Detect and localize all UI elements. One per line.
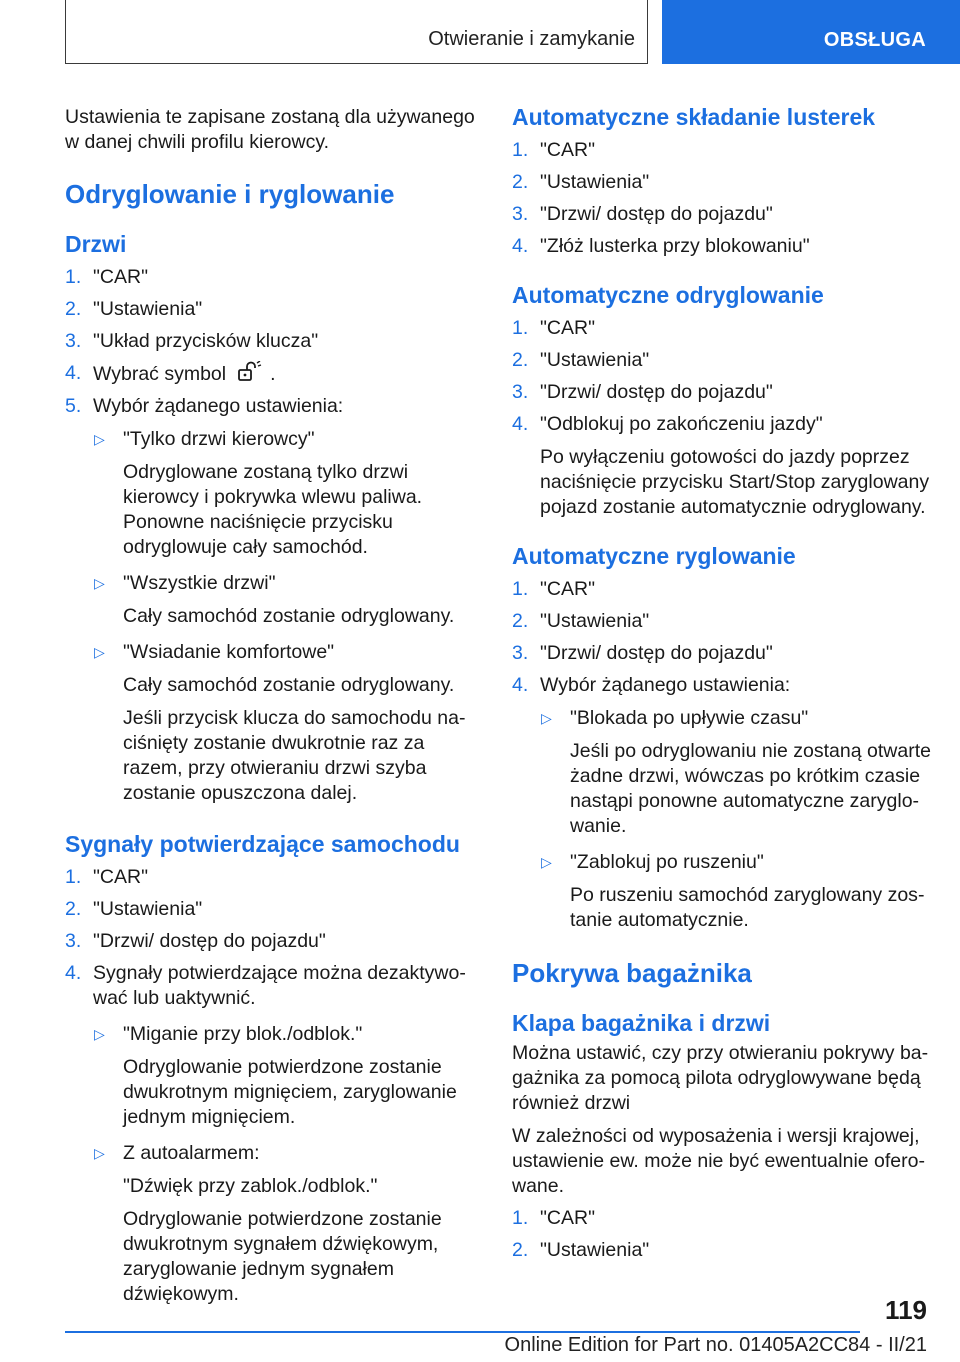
option-item: ▷ "Wszystkie drzwi" Cały samochód zostanie odryglowany. [94,572,455,627]
doors-options [93,427,485,806]
heading-doors: Drzwi [65,231,127,257]
list-item: 4. Wybrać symbol . [65,362,276,385]
mirrors-steps [512,138,932,259]
option-item: ▷ Z autoalarmem: "Dźwięk przy zablok./odblok." Odryglowanie potwierdzone zostanie dwukrotnym sygnałem dźwiękowym, zaryglowanie jednym sygnałem dźwiękowym. [94,1142,442,1305]
heading-auto-lock: Automatyczne ryglowanie [512,543,796,569]
list-item: 2. "Ustawienia" [512,171,650,193]
trunk-paragraph-2: W zależności od wyposażenia i wersji krajowej, ustawienie ew. może nie być ewentualnie oferowane. [512,1125,925,1197]
list-item: 5. Wybór żądanego ustawienia: ▷ "Tylko drzwi kierowcy" Odryglowane zostaną tylko drzwi kierowcy i pokrywka wlewu paliwa. Ponowne naciśnięcie przycisku odryglowuje cały samochód. ▷ "Wszystkie drzwi" Cały samochód zostanie odryglowany. ▷ "Wsiadanie komfortowe" Cały samochód zostanie odryglowany. Jeśli przycisk klucza do samochodu naciśnięty zostanie dwukrotnie raz za razem, przy otwieraniu drzwi szyba zostanie opuszczona dalej. [65,394,485,806]
list-item: 3. "Drzwi/ dostęp do pojazdu" [512,203,773,225]
list-item: 1. "CAR" [512,139,596,161]
triangle-bullet-icon: ▷ [94,575,105,591]
doors-steps [65,265,485,806]
header-section-title: Otwieranie i zamykanie [428,28,635,50]
autounlock-steps [512,316,932,520]
option-item: ▷ "Tylko drzwi kierowcy" Odryglowane zostaną tylko drzwi kierowcy i pokrywka wlewu paliwa. Ponowne naciśnięcie przycisku odryglowuje cały samochód. [94,428,423,558]
signals-options [93,1022,485,1307]
unlock-key-icon [236,361,262,383]
option-item: ▷ "Blokada po upływie czasu" Jeśli po odryglowaniu nie zostaną otwarte żadne drzwi, wówczas po krótkim czasie nastąpi ponowne automatyczne zaryglowanie. [541,707,931,837]
list-item: 2. "Ustawienia" [512,610,650,632]
option-item: ▷ "Zablokuj po ruszeniu" Po ruszeniu samochód zaryglowany zostanie automatycznie. [541,851,925,931]
triangle-bullet-icon: ▷ [94,1145,105,1161]
autolock-steps [512,577,932,933]
list-item: 1. "CAR" [65,266,149,288]
trunk-paragraph-1: Można ustawić, czy przy otwieraniu pokrywy bagażnika za pomocą pilota odryglowywane będą również drzwi [512,1042,929,1114]
triangle-bullet-icon: ▷ [541,854,552,870]
list-item: 3. "Drzwi/ dostęp do pojazdu" [65,930,326,952]
option-item: ▷ "Miganie przy blok./odblok." Odryglowanie potwierdzone zostanie dwukrotnym mignięciem, zaryglowanie jednym mignięciem. [94,1023,457,1128]
footer-edition: Online Edition for Part no. 01405A2CC84 - II/21 [504,1334,927,1356]
signals-steps [65,865,485,1307]
list-item: 3. "Układ przycisków klucza" [65,330,319,352]
triangle-bullet-icon: ▷ [94,1026,105,1042]
list-item: 2. "Ustawienia" [65,298,203,320]
triangle-bullet-icon: ▷ [94,431,105,447]
heading-mirror-folding: Automatyczne składanie lusterek [512,104,876,130]
heading-trunk-and-doors: Klapa bagażnika i drzwi [512,1010,771,1036]
autolock-options [540,706,932,933]
heading-auto-unlock: Automatyczne odryglowanie [512,282,824,308]
header-section-box [65,0,648,64]
right-column [512,100,932,1263]
triangle-bullet-icon: ▷ [94,644,105,660]
footer-divider [65,1331,860,1333]
list-item: 2. "Ustawienia" [512,1239,650,1261]
header-chapter-tab[interactable]: OBSŁUGA [662,0,960,64]
list-item: 2. "Ustawienia" [65,898,203,920]
heading-confirm-signals: Sygnały potwierdzające samochodu [65,831,460,857]
list-item: 2. "Ustawienia" [512,349,650,371]
list-item: 3. "Drzwi/ dostęp do pojazdu" [512,381,773,403]
list-item: 1. "CAR" [512,1207,596,1229]
list-item: 4. "Złóż lusterka przy blokowaniu" [512,235,810,257]
heading-trunk-lid: Pokrywa bagażnika [512,958,752,988]
intro-paragraph: Ustawienia te zapisane zostaną dla używanego w danej chwili profilu kierowcy. [65,106,475,153]
list-item: 1. "CAR" [512,578,596,600]
option-item: ▷ "Wsiadanie komfortowe" Cały samochód zostanie odryglowany. Jeśli przycisk klucza do samochodu naciśnięty zostanie dwukrotnie raz za razem, przy otwieraniu drzwi szyba zostanie opuszczona dalej. [94,641,466,804]
left-column [65,100,485,1307]
list-item: 1. "CAR" [512,317,596,339]
list-item: 4. "Odblokuj po zakończeniu jazdy" Po wyłączeniu gotowości do jazdy poprzez naciśnięcie przycisku Start/Stop zaryglowany pojazd zostanie automatycznie odryglowany. [512,413,930,518]
triangle-bullet-icon: ▷ [541,710,552,726]
page-number: 119 [885,1295,927,1325]
list-item: 4. Wybór żądanego ustawienia: ▷ "Blokada po upływie czasu" Jeśli po odryglowaniu nie zostaną otwarte żadne drzwi, wówczas po krótkim czasie nastąpi ponowne automatyczne zaryglowanie. ▷ "Zablokuj po ruszeniu" Po ruszeniu samochód zaryglowany zostanie automatycznie. [512,674,931,931]
list-item: 1. "CAR" [65,866,149,888]
trunk-steps [512,1206,932,1263]
heading-unlock-lock: Odryglowanie i ryglowanie [65,179,395,209]
list-item: 3. "Drzwi/ dostęp do pojazdu" [512,642,773,664]
list-item: 4. Sygnały potwierdzające można dezaktywować lub uaktywnić. ▷ "Miganie przy blok./odblok." Odryglowanie potwierdzone zostanie dwukrotnym mignięciem, zaryglowanie jednym mignięciem. ▷ Z autoalarmem: "Dźwięk przy zablok./odblok." Odryglowanie potwierdzone zostanie dwukrotnym sygnałem dźwiękowym, zaryglowanie jednym sygnałem dźwiękowym. [65,961,485,1307]
